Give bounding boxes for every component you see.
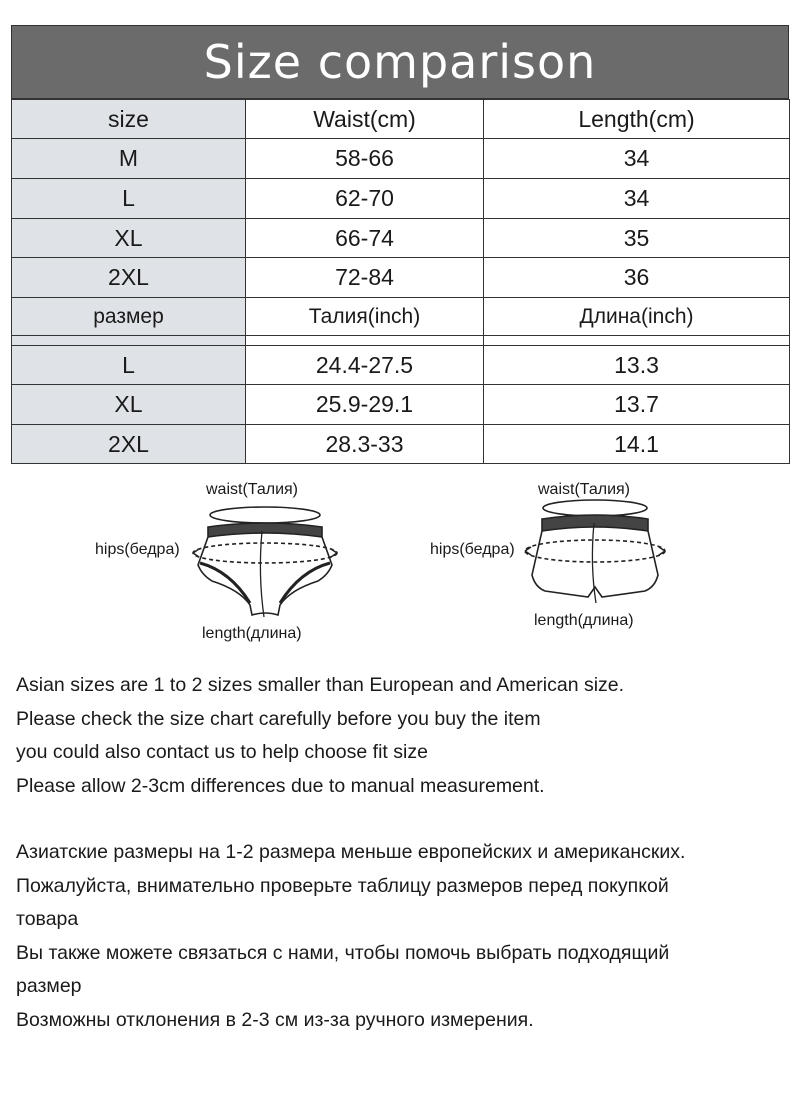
notes-english: [16, 669, 796, 803]
table-row: [12, 258, 790, 298]
header-waist-cm: Waist(cm): [246, 100, 484, 139]
size-cell: M: [12, 139, 246, 179]
size-cell: 2XL: [12, 258, 246, 298]
length-cell: 34: [484, 139, 790, 179]
brief-outline-icon: [90, 475, 410, 650]
inch-header-row: [12, 298, 790, 336]
note-line: товара: [16, 908, 79, 930]
boxer-outline-icon: [420, 475, 740, 650]
table-spacer-row: [12, 336, 790, 346]
boxer-measure-diagram: [420, 475, 740, 650]
note-line: Возможны отклонения в 2-3 см из-за ручного измерения.: [16, 1008, 534, 1031]
note-line: Please allow 2-3cm differences due to manual measurement.: [16, 774, 545, 797]
table-row: [12, 219, 790, 258]
note-line: Азиатские размеры на 1-2 размера меньше европейских и американских.: [16, 841, 686, 863]
size-cell: 2XL: [12, 425, 246, 464]
waist-cell: 24.4-27.5: [246, 346, 484, 385]
brief-measure-diagram: [90, 475, 410, 650]
header-size: size: [12, 100, 246, 139]
waist-cell: 66-74: [246, 219, 484, 258]
header-length-cm: Length(cm): [484, 100, 790, 139]
length-label: length(длина): [202, 625, 302, 642]
note-line: Пожалуйста, внимательно проверьте таблицу размеров перед покупкой: [16, 874, 669, 897]
note-line: Вы также можете связаться с нами, чтобы помочь выбрать подходящий: [16, 941, 670, 964]
waist-label: waist(Талия): [206, 481, 298, 498]
waist-label: waist(Талия): [538, 481, 630, 498]
waist-cell: 25.9-29.1: [246, 385, 484, 425]
length-cell: 36: [484, 258, 790, 298]
waist-cell: 28.3-33: [246, 425, 484, 464]
length-cell: 35: [484, 219, 790, 258]
title-banner: [11, 25, 789, 99]
note-line: Please check the size chart carefully before you buy the item: [16, 707, 541, 730]
size-cell: L: [12, 346, 246, 385]
table-row: [12, 346, 790, 385]
table-row: [12, 139, 790, 179]
notes-russian: [16, 836, 796, 1037]
note-line: you could also contact us to help choose fit size: [16, 741, 428, 763]
table-row: [12, 425, 790, 464]
note-line: Asian sizes are 1 to 2 sizes smaller than European and American size.: [16, 674, 625, 696]
size-cell: XL: [12, 385, 246, 425]
waist-cell: 58-66: [246, 139, 484, 179]
hips-label: hips(бедра): [430, 541, 515, 558]
header-length-inch: Длина(inch): [484, 298, 790, 336]
size-cell: XL: [12, 219, 246, 258]
cm-header-row: [12, 100, 790, 139]
length-cell: 34: [484, 179, 790, 219]
header-waist-inch: Талия(inch): [246, 298, 484, 336]
length-cell: 14.1: [484, 425, 790, 464]
note-line: размер: [16, 975, 82, 997]
size-cell: L: [12, 179, 246, 219]
length-label: length(длина): [534, 612, 634, 629]
header-size-ru: размер: [12, 298, 246, 336]
waist-cell: 62-70: [246, 179, 484, 219]
page-title: Size comparison: [203, 35, 597, 89]
table-row: [12, 179, 790, 219]
length-cell: 13.7: [484, 385, 790, 425]
size-table: [11, 99, 790, 464]
table-row: [12, 385, 790, 425]
length-cell: 13.3: [484, 346, 790, 385]
waist-cell: 72-84: [246, 258, 484, 298]
hips-label: hips(бедра): [95, 541, 180, 558]
